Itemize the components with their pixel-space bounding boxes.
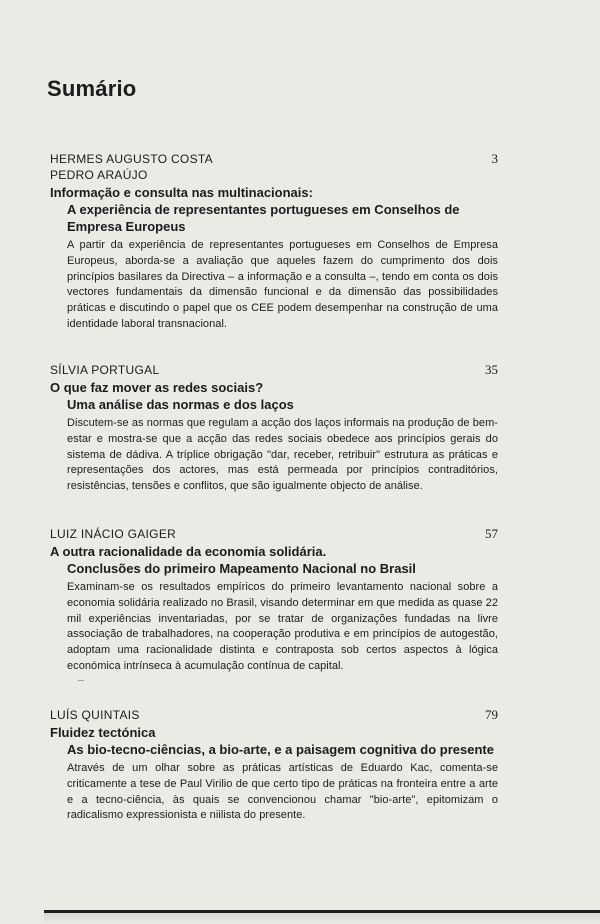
scan-mark bbox=[78, 680, 84, 681]
author-row bbox=[50, 707, 498, 723]
article-abstract: Discutem-se as normas que regulam a acção dos laços informais na produção de bem-estar e mostra-se que a acção das redes sociais obedece aos princípios gerais do sistema de dádiva. A tríplice obrigação "dar, receber, retribuir" estrutura as práticas e representações dos actores, mas está permeada por princípios contraditórios, resistências, tensões e conflitos, que são igualmente objecto de análise. bbox=[67, 417, 498, 493]
page-edge-shadow bbox=[44, 913, 600, 924]
toc-entry bbox=[50, 151, 498, 333]
page-number: 57 bbox=[485, 526, 498, 541]
article-subtitle: Conclusões do primeiro Mapeamento Nacional no Brasil bbox=[67, 561, 416, 576]
article-title: A outra racionalidade da economia solidária. bbox=[50, 544, 327, 559]
toc-entry bbox=[50, 362, 498, 495]
page-title: Sumário bbox=[47, 76, 137, 101]
author-name: HERMES AUGUSTO COSTA bbox=[50, 152, 213, 166]
author-name: PEDRO ARAÚJO bbox=[50, 168, 148, 182]
author-name: LUÍS QUINTAIS bbox=[50, 708, 140, 722]
page-number: 3 bbox=[491, 151, 498, 166]
article-abstract: Examinam-se os resultados empíricos do primeiro levantamento nacional sobre a economia solidária realizado no Brasil, visando determinar em que medida as quase 22 mil experiências inventariadas, por se tratar de organizações fundadas na livre associação de trabalhadores, na cooperação produtiva e em princípios de autogestão, adoptam uma racionalidade distinta e contraposta sob certos aspectos à lógica económica intrínseca à acumulação contínua de capital. bbox=[67, 581, 498, 672]
article-subtitle: Uma análise das normas e dos laços bbox=[67, 397, 294, 412]
author-name: SÍLVIA PORTUGAL bbox=[50, 363, 160, 377]
article-title: O que faz mover as redes sociais? bbox=[50, 380, 264, 395]
author-row bbox=[50, 362, 498, 378]
page-number: 79 bbox=[485, 707, 498, 722]
author-row bbox=[50, 151, 498, 167]
article-subtitle: As bio-tecno-ciências, a bio-arte, e a paisagem cognitiva do presente bbox=[67, 742, 494, 757]
toc-entry bbox=[50, 526, 498, 675]
article-title: Fluidez tectónica bbox=[50, 725, 156, 740]
article-title: Informação e consulta nas multinacionais: bbox=[50, 185, 313, 200]
article-subtitle: A experiência de representantes portugueses em Conselhos de Empresa Europeus bbox=[67, 202, 460, 234]
author-name: LUIZ INÁCIO GAIGER bbox=[50, 527, 177, 541]
toc-entry bbox=[50, 707, 498, 824]
article-abstract: Através de um olhar sobre as práticas artísticas de Eduardo Kac, comenta-se criticamente a tese de Paul Virilio de que certo tipo de práticas na fronteira entre a arte e a tecno-ciência, às quais se convencionou chamar "bio-arte", epitomizam o radicalismo expressionista e niilista do presente. bbox=[67, 762, 498, 822]
page-number: 35 bbox=[485, 362, 498, 377]
article-abstract: A partir da experiência de representantes portugueses em Conselhos de Empresa Europeus, aborda-se a avaliação que aqueles fazem do cumprimento dos dois princípios basilares da Directiva – a informação e a consulta –, tendo em conta os dois vectores fundamentais da dimensão funcional e da dimensão das possibilidades práticas e discutindo o papel que os CEE podem desempenhar na construção de uma identidade laboral transnacional. bbox=[67, 239, 498, 330]
author-row bbox=[50, 526, 498, 542]
